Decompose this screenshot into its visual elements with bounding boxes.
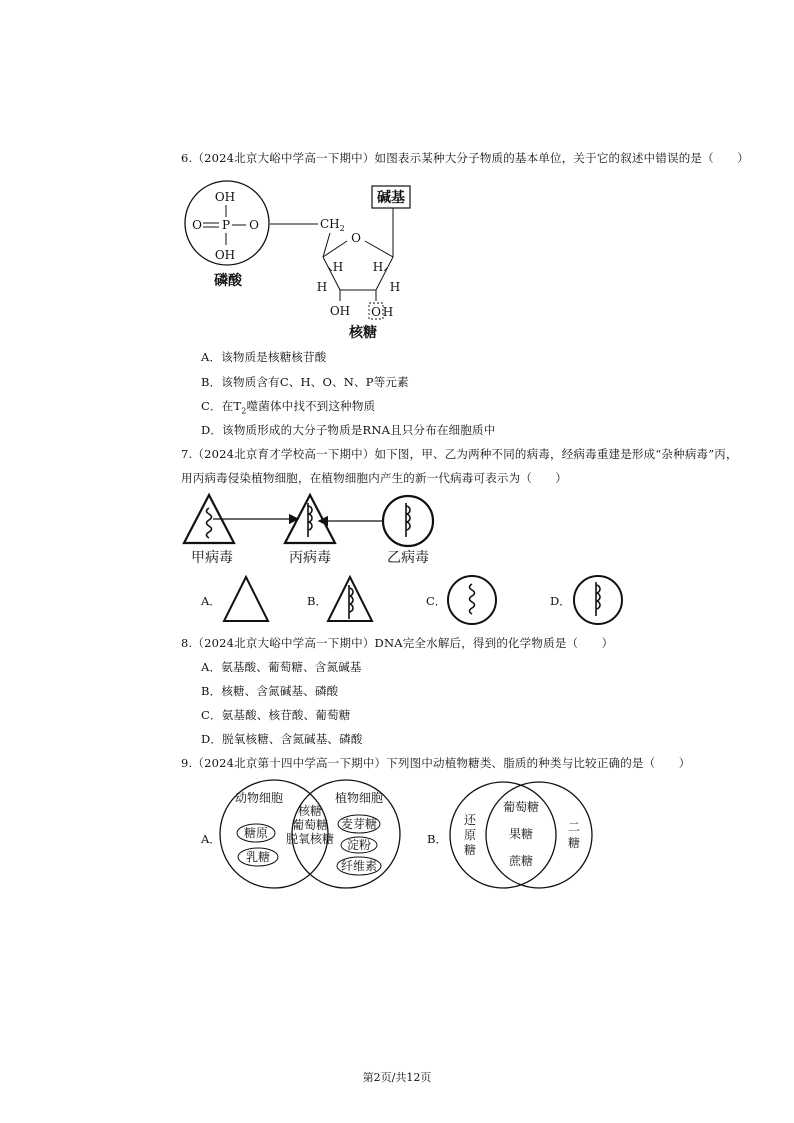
oh-left: OH bbox=[329, 304, 351, 318]
venn-b-center-2: 果糖 bbox=[508, 827, 534, 841]
option-b-triangle bbox=[328, 577, 372, 621]
base-label: 碱基 bbox=[377, 190, 405, 206]
virus-b-looped-genome bbox=[406, 503, 410, 537]
h-right-lower: H bbox=[389, 280, 401, 294]
q8-stem: 8.（2024北京大峪中学高一下期中）DNA完全水解后，得到的化学物质是（ ） bbox=[181, 636, 614, 650]
phosphate-label: 磷酸 bbox=[214, 273, 242, 289]
venn-b-left-char-3: 糖 bbox=[463, 843, 477, 857]
h-left-lower: H bbox=[316, 280, 328, 294]
q7-option-a-figure[interactable] bbox=[222, 573, 272, 625]
q6-option-d[interactable]: D．该物质形成的大分子物质是RNA且只分布在细胞质中 bbox=[201, 423, 496, 437]
venn-a-common-1: 核糖 bbox=[297, 804, 323, 818]
venn-a-plant-label: 植物细胞 bbox=[334, 791, 384, 805]
q6-option-b[interactable]: B．该物质含有C、H、O、N、P等元素 bbox=[201, 375, 409, 389]
venn-b-disaccharide-circle bbox=[486, 782, 592, 888]
q6-stem: 6.（2024北京大峪中学高一下期中）如图表示某种大分子物质的基本单位，关于它的叙述中错误的是（ ） bbox=[181, 151, 749, 165]
h-left-upper: H bbox=[332, 260, 344, 274]
option-c-wavy-genome bbox=[470, 584, 475, 614]
ch2-label: $CH_2$ bbox=[320, 217, 345, 233]
h-right-upper: H bbox=[372, 260, 384, 274]
option-d-looped-genome bbox=[596, 582, 600, 616]
virus-reconstruction-figure bbox=[180, 488, 460, 568]
q7-option-c-label[interactable]: C． bbox=[426, 594, 447, 608]
venn-b-center-1: 葡萄糖 bbox=[502, 800, 540, 814]
q9-stem: 9.（2024北京第十四中学高一下期中）下列图中动植物糖类、脂质的种类与比较正确的是（ ） bbox=[181, 756, 691, 770]
option-a-triangle bbox=[224, 577, 268, 621]
oh-right-o: O bbox=[371, 305, 381, 319]
phosphate-oh-bottom: OH bbox=[214, 248, 236, 262]
lactose-label: 乳糖 bbox=[245, 850, 271, 864]
venn-a-common-3: 脱氧核糖 bbox=[285, 832, 335, 846]
q7-option-d-figure[interactable] bbox=[571, 573, 625, 627]
starch-label: 淀粉 bbox=[346, 838, 372, 852]
q8-option-d[interactable]: D．脱氧核糖、含氮碱基、磷酸 bbox=[201, 732, 363, 746]
q9-venn-a[interactable] bbox=[218, 778, 408, 894]
virus-c-label: 丙病毒 bbox=[289, 550, 331, 566]
q7-stem-line1: 7.（2024北京育才学校高一下期中）如下图，甲、乙为两种不同的病毒，经病毒重建是形成“杂种病毒”丙， bbox=[181, 447, 738, 461]
nucleotide-structure-figure bbox=[180, 175, 420, 345]
q7-stem-line2: 用丙病毒侵染植物细胞，在植物细胞内产生的新一代病毒可表示为（ ） bbox=[181, 471, 568, 485]
virus-a-wavy-genome bbox=[207, 508, 212, 538]
q7-option-b-figure[interactable] bbox=[325, 573, 375, 625]
page-footer: 第2页/共12页 bbox=[362, 1071, 432, 1084]
venn-b-right-char-1: 二 bbox=[567, 820, 581, 834]
option-c-circle bbox=[448, 576, 496, 624]
q9-option-a-label[interactable]: A． bbox=[201, 832, 221, 846]
venn-b-left-char-2: 原 bbox=[463, 828, 477, 842]
q7-option-a-label[interactable]: A． bbox=[201, 594, 221, 608]
q6-option-a[interactable]: A．该物质是核糖核苷酸 bbox=[201, 350, 327, 364]
cellulose-label: 纤维素 bbox=[340, 859, 378, 873]
q8-option-c[interactable]: C．氨基酸、核苷酸、葡萄糖 bbox=[201, 708, 351, 722]
virus-b-label: 乙病毒 bbox=[387, 550, 429, 566]
phosphate-p: P bbox=[221, 218, 231, 232]
venn-a-common-2: 葡萄糖 bbox=[291, 818, 329, 832]
q6-option-c[interactable]: C．在$T_2$噬菌体中找不到这种物质 bbox=[201, 399, 376, 416]
q7-option-c-figure[interactable] bbox=[445, 573, 499, 627]
glycogen-label: 糖原 bbox=[243, 826, 269, 840]
option-b-looped-genome bbox=[349, 585, 353, 619]
ring-bond-o-c1 bbox=[365, 241, 393, 257]
phosphate-oh-top: OH bbox=[214, 190, 236, 204]
venn-b-center-3: 蔗糖 bbox=[508, 854, 534, 868]
oh-right-h: H bbox=[382, 305, 394, 319]
ring-oxygen: O bbox=[351, 231, 361, 245]
q7-option-d-label[interactable]: D． bbox=[550, 594, 571, 608]
q8-option-b[interactable]: B．核糖、含氮碱基、磷酸 bbox=[201, 684, 339, 698]
venn-a-animal-label: 动物细胞 bbox=[234, 791, 284, 805]
virus-c-looped-genome bbox=[308, 503, 312, 537]
q9-venn-b[interactable] bbox=[448, 780, 598, 892]
q9-option-b-label[interactable]: B． bbox=[427, 832, 447, 846]
phosphate-o-right: O bbox=[249, 218, 259, 232]
virus-a-label: 甲病毒 bbox=[191, 550, 233, 566]
q7-option-b-label[interactable]: B． bbox=[307, 594, 327, 608]
sugar-label: 核糖 bbox=[349, 325, 377, 341]
maltose-label: 麦芽糖 bbox=[340, 817, 378, 831]
phosphate-o-left: O bbox=[192, 218, 202, 232]
venn-b-left-char-1: 还 bbox=[463, 813, 477, 827]
venn-b-right-char-2: 糖 bbox=[567, 836, 581, 850]
q8-option-a[interactable]: A．氨基酸、葡萄糖、含氮碱基 bbox=[201, 660, 362, 674]
